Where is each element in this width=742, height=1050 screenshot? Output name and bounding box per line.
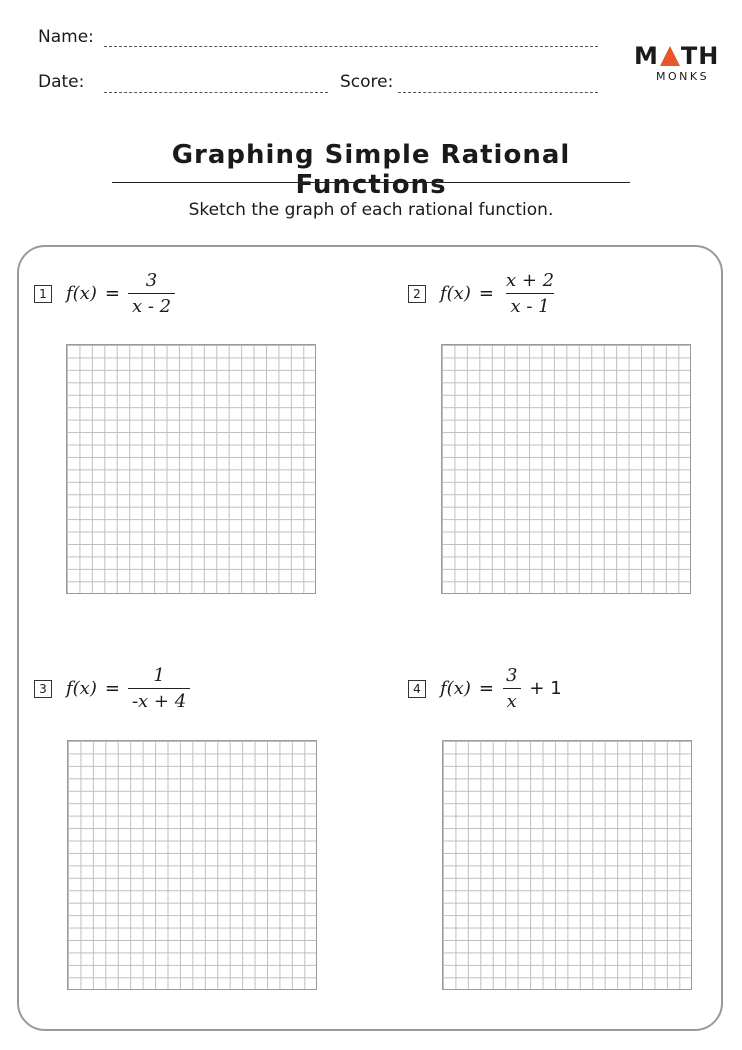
problem-4 [408,665,562,712]
equals-sign: = [478,678,494,699]
graph-grid-2[interactable] [441,344,691,594]
logo-text-th: TH [680,42,720,70]
instructions: Sketch the graph of each rational function. [188,200,554,220]
function-name: f(x) [66,283,97,304]
page-title: Graphing Simple Rational Functions [171,140,571,200]
score-field[interactable] [398,92,598,93]
numerator: 3 [145,270,158,291]
problem-number: 1 [34,285,52,303]
denominator: x - 2 [128,293,175,317]
math-monks-logo [634,42,720,83]
problem-3 [34,665,190,712]
numerator: 1 [153,665,165,686]
numerator: 3 [505,665,518,686]
logo-triangle-icon [660,46,680,66]
denominator: x [503,688,521,712]
problem-number: 3 [34,680,52,698]
constant-term: + 1 [529,678,562,699]
function-name: f(x) [440,678,471,699]
graph-grid-4[interactable] [442,740,692,990]
graph-grid-1[interactable] [66,344,316,594]
function-name: f(x) [66,678,97,699]
date-label: Date: [38,72,85,92]
denominator: -x + 4 [128,688,190,712]
logo-text-m: M [634,42,659,70]
score-label: Score: [340,72,394,92]
name-field[interactable] [104,46,598,47]
problem-1 [34,270,175,317]
numerator: x + 2 [505,270,555,291]
function-name: f(x) [440,283,471,304]
equals-sign: = [104,283,120,304]
equals-sign: = [104,678,120,699]
name-label: Name: [38,27,94,47]
fraction [502,665,521,712]
fraction [502,270,558,317]
denominator: x - 1 [506,293,553,317]
problem-number: 4 [408,680,426,698]
graph-grid-3[interactable] [67,740,317,990]
date-field[interactable] [104,92,328,93]
logo-subtext: MONKS [656,70,710,83]
equals-sign: = [478,283,494,304]
fraction [128,665,190,712]
problem-2 [408,270,558,317]
title-underline [112,182,630,183]
fraction [128,270,175,317]
problem-number: 2 [408,285,426,303]
